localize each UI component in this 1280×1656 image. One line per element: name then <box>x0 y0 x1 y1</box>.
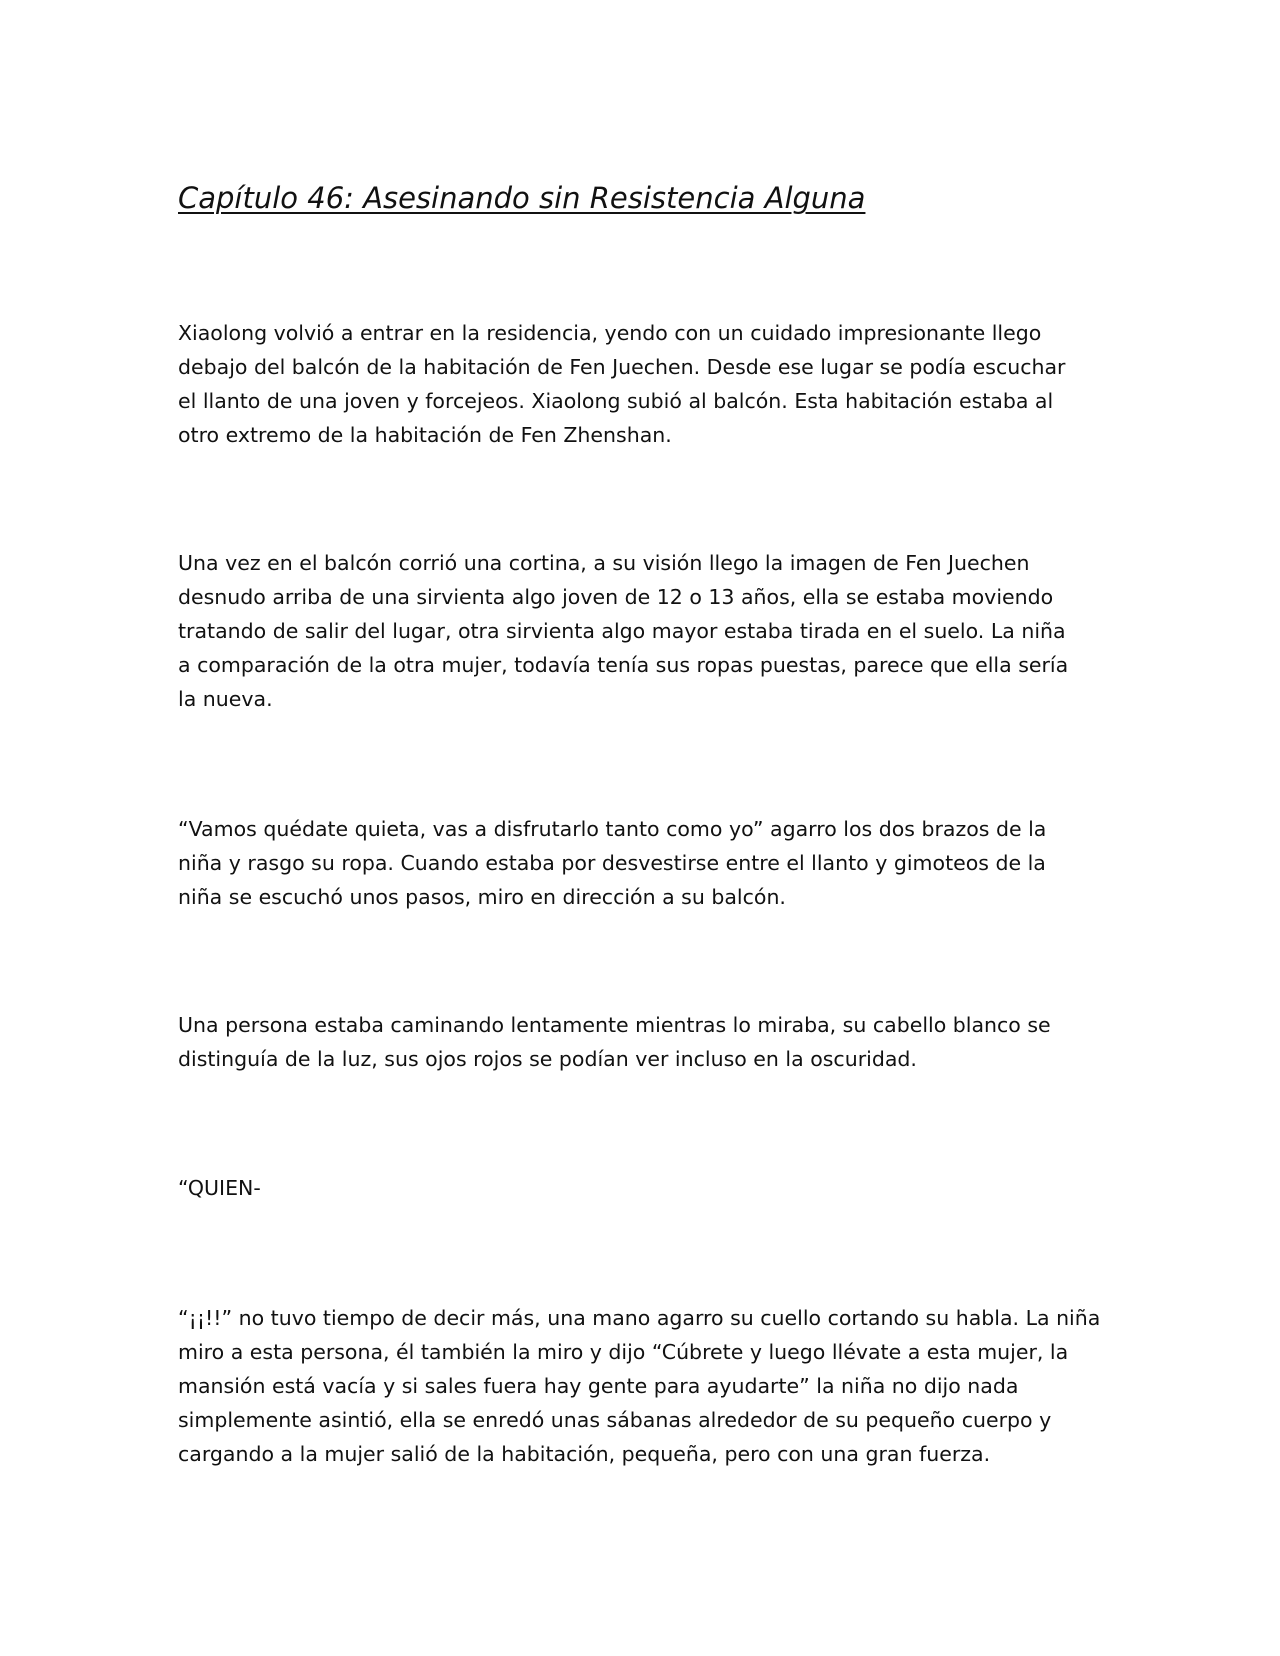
paragraph-1 <box>178 316 1123 452</box>
paragraph-line: otro extremo de la habitación de Fen Zhenshan. <box>178 423 672 447</box>
paragraph-line: Xiaolong volvió a entrar en la residencia, yendo con un cuidado impresionante llego <box>178 321 1042 345</box>
paragraph-6 <box>178 1301 1123 1471</box>
paragraph-line: “Vamos quédate quieta, vas a disfrutarlo tanto como yo” agarro los dos brazos de la <box>178 817 1047 841</box>
paragraph-line: “QUIEN- <box>178 1176 261 1200</box>
paragraph-line: a comparación de la otra mujer, todavía tenía sus ropas puestas, parece que ella sería <box>178 653 1069 677</box>
paragraph-2 <box>178 546 1123 716</box>
paragraph-line: Una persona estaba caminando lentamente mientras lo miraba, su cabello blanco se <box>178 1013 1051 1037</box>
paragraph-line: el llanto de una joven y forcejeos. Xiaolong subió al balcón. Esta habitación estaba al <box>178 389 1054 413</box>
paragraph-line: desnudo arriba de una sirvienta algo joven de 12 o 13 años, ella se estaba moviendo <box>178 585 1054 609</box>
paragraph-line: distinguía de la luz, sus ojos rojos se podían ver incluso en la oscuridad. <box>178 1047 917 1071</box>
paragraph-4 <box>178 1008 1123 1076</box>
paragraph-line: la nueva. <box>178 687 273 711</box>
paragraph-5 <box>178 1171 1123 1205</box>
chapter-title: Capítulo 46: Asesinando sin Resistencia Alguna <box>178 181 866 215</box>
paragraph-line: tratando de salir del lugar, otra sirvienta algo mayor estaba tirada en el suelo. La niña <box>178 619 1066 643</box>
paragraph-line: simplemente asintió, ella se enredó unas sábanas alrededor de su pequeño cuerpo y <box>178 1408 1052 1432</box>
paragraph-line: niña se escuchó unos pasos, miro en dirección a su balcón. <box>178 885 786 909</box>
paragraph-line: debajo del balcón de la habitación de Fen Juechen. Desde ese lugar se podía escuchar <box>178 355 1066 379</box>
paragraph-3 <box>178 812 1123 914</box>
paragraph-line: mansión está vacía y si sales fuera hay gente para ayudarte” la niña no dijo nada <box>178 1374 1019 1398</box>
paragraph-line: “¡¡!!” no tuvo tiempo de decir más, una mano agarro su cuello cortando su habla. La niña <box>178 1306 1101 1330</box>
paragraph-line: niña y rasgo su ropa. Cuando estaba por desvestirse entre el llanto y gimoteos de la <box>178 851 1046 875</box>
paragraph-line: miro a esta persona, él también la miro y dijo “Cúbrete y luego llévate a esta mujer, la <box>178 1340 1069 1364</box>
paragraph-line: cargando a la mujer salió de la habitación, pequeña, pero con una gran fuerza. <box>178 1442 991 1466</box>
paragraph-line: Una vez en el balcón corrió una cortina, a su visión llego la imagen de Fen Juechen <box>178 551 1030 575</box>
